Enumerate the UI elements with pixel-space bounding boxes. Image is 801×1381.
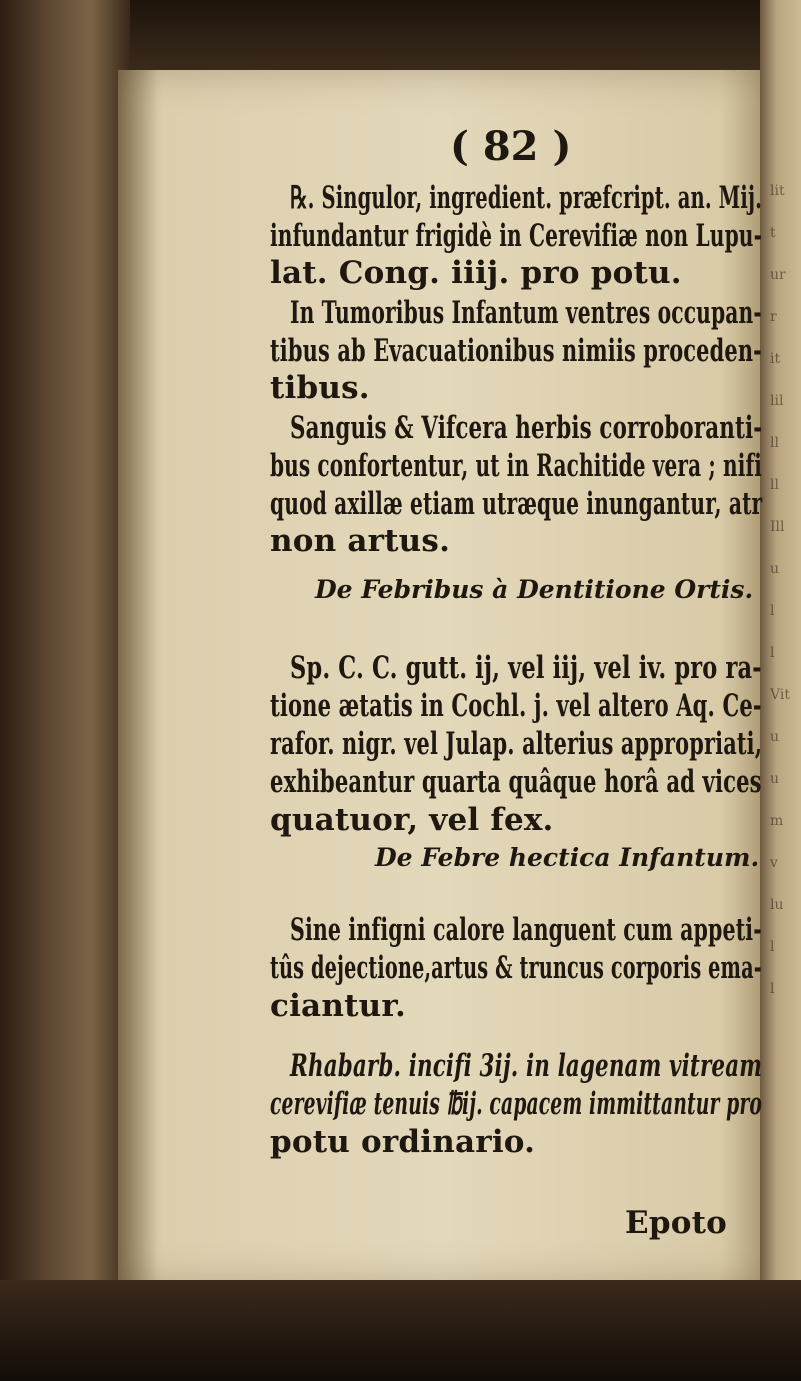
text-line: ciantur. bbox=[270, 988, 407, 1024]
text-line: cerevifiæ tenuis ℔ij. capacem immittantur pro bbox=[270, 1086, 763, 1122]
text-line: potu ordinario. bbox=[270, 1124, 536, 1160]
text-line: tibus. bbox=[270, 370, 370, 406]
text-line: rafor. nigr. vel Julap. alterius appropriati, bbox=[270, 726, 763, 762]
section-heading: De Febre hectica Infantum. bbox=[375, 843, 760, 872]
bottom-shadow bbox=[0, 1280, 801, 1381]
text-line: tibus ab Evacuationibus nimiis proceden- bbox=[270, 333, 763, 369]
neighbour-page-text: lit t ur r it lil ll ll Ill u l l Vit u u m v lu l l bbox=[770, 183, 790, 997]
text-line: bus confortentur, ut in Rachitide vera ; nifi bbox=[270, 448, 762, 484]
text-line: Sp. C. C. gutt. ij, vel iij, vel iv. pro ra- bbox=[290, 650, 762, 686]
text-line: In Tumoribus Infantum ventres occupan- bbox=[290, 295, 762, 331]
section-heading: De Febribus à Dentitione Ortis. bbox=[315, 575, 754, 604]
text-line: Sine infigni calore languent cum appeti- bbox=[290, 912, 762, 948]
text-line: non artus. bbox=[270, 523, 451, 559]
text-line: infundantur frigidè in Cerevifiæ non Lupu- bbox=[270, 218, 763, 254]
text-line: lat. Cong. iiij. pro potu. bbox=[270, 255, 682, 291]
book-binding bbox=[0, 0, 130, 1381]
text-line: quod axillæ etiam utræque inungantur, atr bbox=[270, 486, 763, 522]
text-line: tione ætatis in Cochl. j. vel altero Aq. Ce- bbox=[270, 688, 762, 724]
text-line: Sanguis & Vifcera herbis corroboranti- bbox=[290, 410, 763, 446]
text-line: Rhabarb. incifi 3ij. in lagenam vitream bbox=[290, 1048, 763, 1084]
gutter-shadow bbox=[118, 70, 158, 1285]
text-line: quatuor, vel fex. bbox=[270, 802, 554, 838]
text-line: tûs dejectione,artus & truncus corporis ema- bbox=[270, 950, 762, 986]
catchword: Epoto bbox=[625, 1205, 727, 1241]
text-line: exhibeantur quarta quâque horâ ad vices bbox=[270, 764, 762, 800]
text-line: ℞. Singulor, ingredient. præfcript. an. Mij. bbox=[290, 180, 763, 216]
page-number: ( 82 ) bbox=[450, 123, 572, 170]
